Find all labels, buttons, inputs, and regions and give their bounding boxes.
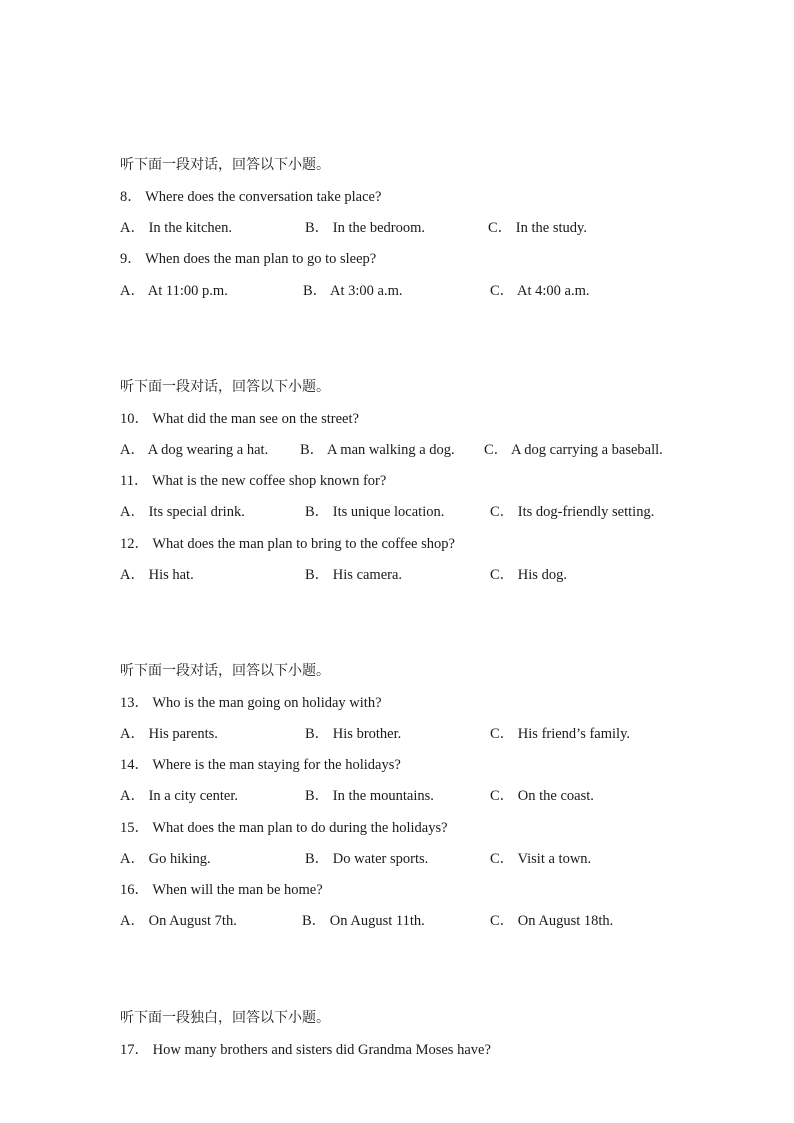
section-heading: 听下面一段对话，回答以下小题。	[120, 157, 330, 173]
option-c: C． In the study.	[488, 220, 587, 236]
section-heading: 听下面一段对话，回答以下小题。	[120, 663, 330, 679]
option-b: B． His camera.	[305, 567, 403, 583]
option-a: A． In the kitchen.	[120, 220, 232, 236]
option-a: A． At 11:00 p.m.	[120, 283, 228, 299]
option-c: C． A dog carrying a baseball.	[484, 442, 663, 458]
option-c: C． On August 18th.	[490, 913, 614, 929]
section-heading: 听下面一段对话，回答以下小题。	[120, 379, 330, 395]
question-14: 14． Where is the man staying for the holidays?	[120, 757, 401, 773]
option-a: A． On August 7th.	[120, 913, 237, 929]
option-c: C． On the coast.	[490, 788, 594, 804]
option-c: C． At 4:00 a.m.	[490, 283, 590, 299]
option-c: C． Visit a town.	[490, 851, 592, 867]
option-b: B． A man walking a dog.	[300, 442, 455, 458]
question-13: 13． Who is the man going on holiday with?	[120, 695, 382, 711]
question-9: 9． When does the man plan to go to sleep?	[120, 251, 377, 267]
option-a: A． His hat.	[120, 567, 194, 583]
question-12: 12． What does the man plan to bring to the coffee shop?	[120, 536, 455, 552]
option-b: B． In the mountains.	[305, 788, 434, 804]
option-a: A． A dog wearing a hat.	[120, 442, 269, 458]
option-b: B． In the bedroom.	[305, 220, 426, 236]
question-16: 16． When will the man be home?	[120, 882, 323, 898]
question-10: 10． What did the man see on the street?	[120, 411, 359, 427]
option-b: B． His brother.	[305, 726, 402, 742]
option-a: A． His parents.	[120, 726, 218, 742]
option-c: C． Its dog-friendly setting.	[490, 504, 655, 520]
option-b: B． On August 11th.	[302, 913, 425, 929]
question-17: 17． How many brothers and sisters did Grandma Moses have?	[120, 1042, 491, 1058]
option-a: A． In a city center.	[120, 788, 238, 804]
question-15: 15． What does the man plan to do during the holidays?	[120, 820, 448, 836]
option-c: C． His dog.	[490, 567, 567, 583]
option-b: B． Its unique location.	[305, 504, 445, 520]
option-c: C． His friend’s family.	[490, 726, 631, 742]
section-heading: 听下面一段独白，回答以下小题。	[120, 1010, 330, 1026]
question-11: 11． What is the new coffee shop known for?	[120, 473, 387, 489]
option-a: A． Go hiking.	[120, 851, 211, 867]
option-b: B． At 3:00 a.m.	[303, 283, 403, 299]
question-8: 8． Where does the conversation take place?	[120, 189, 382, 205]
option-b: B． Do water sports.	[305, 851, 429, 867]
option-a: A． Its special drink.	[120, 504, 245, 520]
